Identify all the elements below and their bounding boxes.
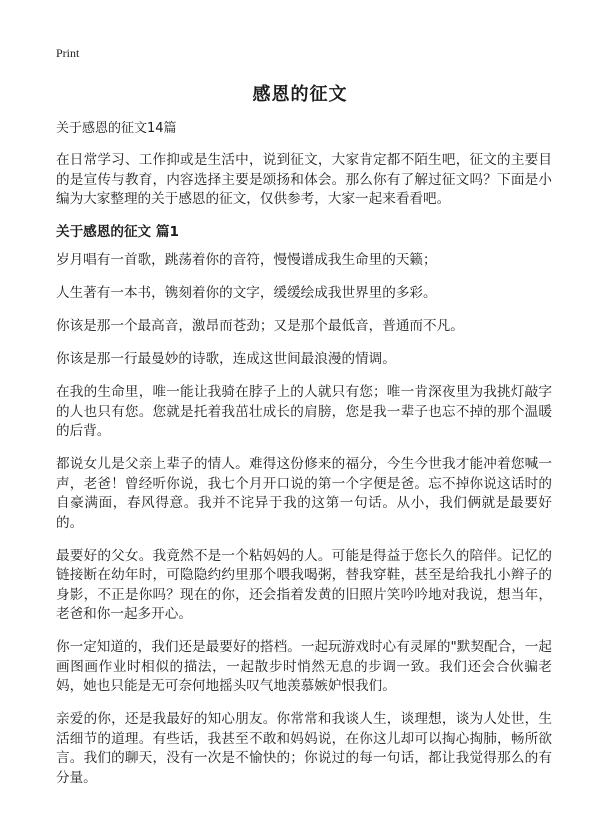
body-paragraph: 你该是那一行最曼妙的诗歌，连成这世间最浪漫的情调。 <box>56 351 396 367</box>
body-paragraph: 人生著有一本书，镌刻着你的文字，缓缓绘成我世界里的多彩。 <box>56 285 437 301</box>
body-paragraph: 亲爱的你，还是我最好的知心朋友。你常常和我谈人生，谈理想，谈为人处世，生活细节的道理。有些话，我甚至不敢和妈妈说，在你这儿却可以掏心掏肺，畅所欲言。我们的聊天，没有一次是不愉快的；你说过的每一句话，都让我觉得那么的有分量。 <box>56 711 552 786</box>
section-heading: 关于感恩的征文 篇1 <box>56 224 179 240</box>
body-paragraph: 岁月唱有一首歌，跳荡着你的音符，慢慢谱成我生命里的天籁； <box>56 252 437 268</box>
body-paragraph: 你该是那一个最高音，激昂而苍劲；又是那个最低音，普通而不凡。 <box>56 318 464 334</box>
page-title: 感恩的征文 <box>252 84 348 105</box>
document-subtitle: 关于感恩的征文14篇 <box>56 121 177 136</box>
body-paragraph: 在我的生命里，唯一能让我骑在脖子上的人就只有您；唯一肯深夜里为我挑灯敲字的人也只有您。您就是托着我茁壮成长的肩膀，您是我一辈子也忘不掉的那个温暖的后背。 <box>56 384 552 439</box>
intro-paragraph: 在日常学习、工作抑或是生活中，说到征文，大家肯定都不陌生吧，征文的主要目的是宣传与教育，内容选择主要是颂扬和体会。那么你有了解过征文吗？下面是小编为大家整理的关于感恩的征文，仅供参考，大家一起来看看吧。 <box>56 152 552 207</box>
print-label: Print <box>56 46 80 60</box>
body-paragraph: 你一定知道的，我们还是最要好的搭档。一起玩游戏时心有灵犀的"默契配合，一起画图画作业时相似的描法，一起散步时悄然无息的步调一致。我们还会合伙骗老妈，她也只能是无可奈何地摇头叹气地羡慕嫉妒恨我们。 <box>56 639 552 694</box>
body-paragraph: 最要好的父女。我竟然不是一个粘妈妈的人。可能是得益于您长久的陪伴。记忆的链接断在幼年时，可隐隐约约里那个喂我喝粥，替我穿鞋，甚至是给我扎小辫子的身影，不正是你吗？现在的你，还会指着发黄的旧照片笑吟吟地对我说，想当年，老爸和你一起多开心。 <box>56 547 552 622</box>
body-paragraph: 都说女儿是父亲上辈子的情人。难得这份修来的福分，今生今世我才能冲着您喊一声，老爸！曾经听你说，我七个月开口说的第一个字便是爸。忘不掉你说这话时的自豪满面，春风得意。我并不诧异于我的这第一句话。从小，我们俩就是最要好的。 <box>56 456 552 531</box>
article-body <box>56 120 552 802</box>
